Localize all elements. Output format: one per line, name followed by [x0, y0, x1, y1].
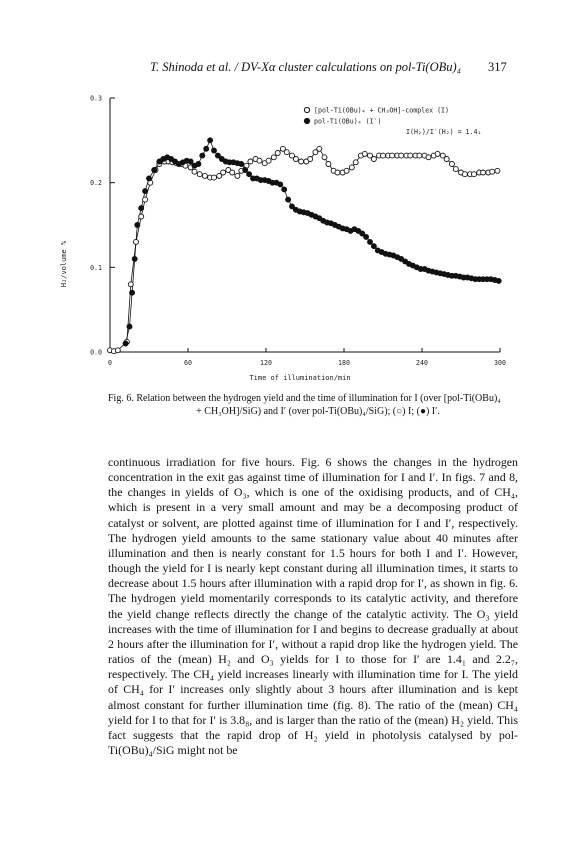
data-point-open: [275, 151, 280, 156]
data-point-filled: [212, 148, 217, 153]
data-point-open: [399, 153, 404, 158]
y-tick-label: 0.3: [90, 94, 102, 103]
data-point-filled: [196, 162, 201, 167]
data-point-open: [408, 153, 413, 158]
x-tick-label: 60: [184, 359, 192, 367]
data-point-open: [426, 155, 431, 160]
data-point-open: [417, 153, 422, 158]
data-point-open: [115, 348, 120, 353]
data-point-open: [299, 159, 304, 164]
data-point-filled: [188, 159, 193, 164]
data-point-filled: [152, 168, 157, 173]
data-point-filled: [364, 234, 369, 239]
data-point-open: [449, 162, 454, 167]
data-point-open: [266, 158, 271, 163]
data-point-open: [134, 239, 139, 244]
data-point-open: [271, 155, 276, 160]
running-title: T. Shinoda et al. / DV-Xα cluster calculations on pol-Ti(OBu)₄: [150, 60, 461, 74]
x-tick-label: 0: [108, 359, 112, 367]
x-tick-label: 120: [260, 359, 272, 367]
data-point-open: [462, 172, 467, 177]
legend-marker-filled: [304, 118, 309, 123]
data-point-open: [344, 168, 349, 173]
data-point-filled: [147, 176, 152, 181]
data-point-open: [257, 158, 262, 163]
y-tick-label: 0.0: [90, 348, 102, 357]
data-point-open: [293, 157, 298, 162]
x-tick-label: 240: [416, 359, 428, 367]
data-point-open: [381, 153, 386, 158]
data-point-filled: [278, 182, 283, 187]
data-point-open: [221, 170, 226, 175]
caption-line-2: + CH₃OH]/SiG) and I′ (over pol-Ti(OBu)₄/SiG); (○) I; (●) I′.: [196, 405, 440, 417]
data-point-open: [284, 150, 289, 155]
data-point-filled: [200, 153, 205, 158]
data-point-open: [230, 170, 235, 175]
legend-label-I: [pol-Ti(OBu)₄ + CH₃OH]-complex (I): [314, 106, 449, 115]
data-point-open: [235, 173, 240, 178]
data-point-filled: [247, 172, 252, 177]
data-point-open: [349, 165, 354, 170]
series-line-2: [126, 140, 499, 343]
data-point-open: [490, 169, 495, 174]
data-point-open: [481, 170, 486, 175]
data-point-filled: [208, 138, 213, 143]
page-number: 317: [488, 60, 507, 74]
y-tick-label: 0.1: [90, 263, 102, 272]
data-point-open: [390, 153, 395, 158]
y-tick-label: 0.2: [90, 179, 102, 188]
data-point-open: [322, 155, 327, 160]
hydrogen-yield-chart: [0, 92, 576, 392]
data-point-open: [495, 168, 500, 173]
x-axis-ticks: [108, 348, 506, 367]
data-point-open: [317, 146, 322, 151]
body-text: [108, 455, 518, 758]
y-axis-ticks: [90, 95, 115, 357]
data-point-filled: [123, 341, 128, 346]
data-point-open: [197, 172, 202, 177]
data-point-open: [212, 175, 217, 180]
data-point-open: [128, 282, 133, 287]
caption-line-1: Fig. 6. Relation between the hydrogen yield and the time of illumination for I (over [pol-Ti(OBu)₄: [108, 393, 501, 404]
data-point-filled: [132, 256, 137, 261]
data-point-open: [326, 162, 331, 167]
legend-marker-open: [304, 107, 309, 112]
data-point-open: [472, 172, 477, 177]
data-point-filled: [204, 146, 209, 151]
ratio-annotation: I(H₂)/I′(H₂) = 1.4₁: [406, 128, 482, 136]
data-point-open: [202, 173, 207, 178]
data-point-filled: [282, 187, 287, 192]
data-point-open: [308, 157, 313, 162]
data-point-open: [139, 214, 144, 219]
data-point-open: [444, 157, 449, 162]
series-line-1: [110, 149, 497, 351]
data-point-filled: [139, 206, 144, 211]
data-point-filled: [368, 239, 373, 244]
data-point-filled: [371, 244, 376, 249]
data-point-open: [353, 160, 358, 165]
data-point-open: [453, 167, 458, 172]
data-point-filled: [130, 290, 135, 295]
running-header: [0, 60, 576, 80]
data-point-filled: [496, 278, 501, 283]
series-lines: [110, 140, 499, 351]
x-axis-label: Time of illumination/min: [249, 374, 351, 382]
data-point-open: [248, 159, 253, 164]
chart-legend: [304, 107, 481, 137]
data-point-open: [362, 151, 367, 156]
data-point-filled: [239, 162, 244, 167]
data-point-filled: [286, 197, 291, 202]
data-point-open: [335, 170, 340, 175]
x-tick-label: 180: [338, 359, 350, 367]
series-points: [108, 138, 502, 354]
figure-caption: [108, 393, 518, 418]
chart-axes: [110, 98, 500, 352]
data-point-filled: [143, 189, 148, 194]
body-paragraph: continuous irradiation for five hours. Fig. 6 shows the changes in the hydrogen concentration in the exit gas against time of illumination for I and I′. In figs. 7 and 8, the changes in yields of O₃, which is one of the oxidising products, and of CH₄, which is present in a very small amount and may be a decomposing product of catalyst or solvent, are plotted against time of illumination for I and I′, respectively. The hydrogen yield amounts to the same stationary value about 40 minutes after illumination and then is nearly constant for 1.5 hours for both I and I′. However, though the yield for I is nearly kept constant during all illumination times, it starts to decrease about 1.5 hours after illumination with a rapid drop for I′, as shown in fig. 6. The hydrogen yield momentarily corresponds to its catalytic activity, and therefore the yield change reflects directly the change of the catalytic activity. The O₃ yield increases with the time of illumination for I and begins to decrease gradually at about 2 hours after the illumination for I′, without a rapid drop like the hydrogen yield. The ratios of the (mean) H₂ and O₃ yields for I to those for I′ are 1.4₁ and 2.2₇, respectively. The CH₄ yield increases linearly with illumination time for I. The yield of CH₄ for I′ increases only slightly about 3 hours after illumination and is kept almost constant for further illumination time (fig. 8). The ratio of the (mean) CH₄ yield for I to that for I′ is 3.8₈, and is larger than the ratio of the (mean) H₂ yield. This fact suggests that the rapid drop of H₂ yield in photolysis catalysed by pol-Ti(OBu)₄/SiG might not be: [108, 455, 518, 757]
data-point-open: [192, 169, 197, 174]
y-axis-label: H₂/volume %: [60, 240, 68, 288]
data-point-open: [435, 151, 440, 156]
data-point-filled: [243, 168, 248, 173]
x-tick-label: 300: [494, 359, 506, 367]
data-point-filled: [127, 324, 132, 329]
legend-label-I-prime: pol-Ti(OBu)₄ (I′): [314, 117, 382, 126]
data-point-filled: [135, 223, 140, 228]
data-point-open: [371, 157, 376, 162]
data-point-open: [143, 197, 148, 202]
